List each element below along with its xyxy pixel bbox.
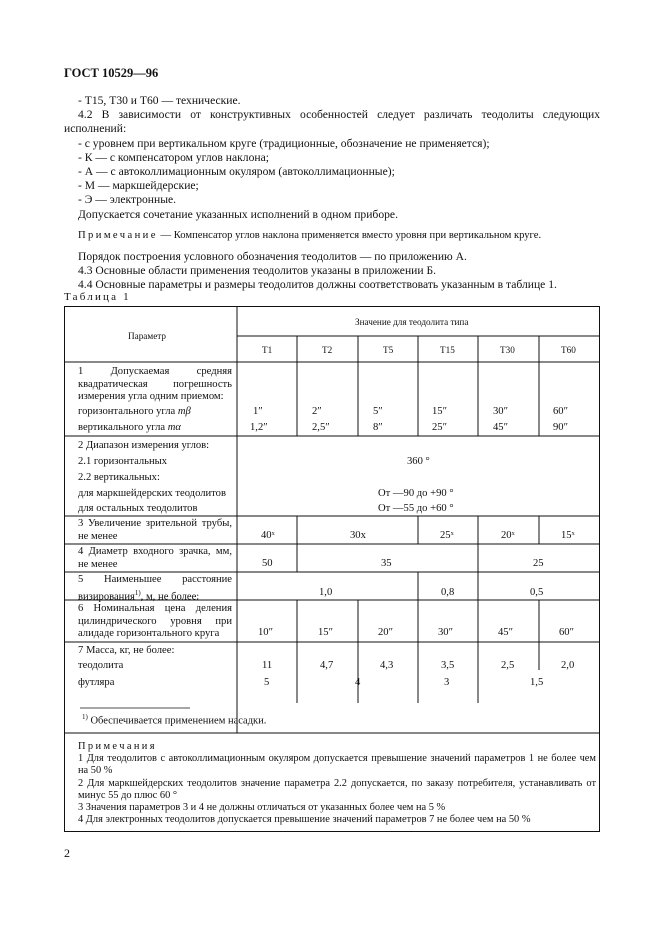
table-caption: Таблица 1 xyxy=(64,291,131,303)
row-1-vertical xyxy=(78,422,181,435)
cell: 90″ xyxy=(553,422,569,433)
cell: 3,5 xyxy=(441,660,455,671)
note-item: 2 Для маркшейдерских теодолитов значение параметра 2.2 допускается, по заказу потребителя, устанавливать от минус 55 до плюс 60 ° xyxy=(78,777,596,801)
row-2-sub: 2.2 вертикальных: xyxy=(78,472,160,483)
text-line: Порядок построения условного обозначения теодолитов — по приложению А. xyxy=(78,250,467,264)
type-header: Т15 xyxy=(440,345,455,355)
cell: 1,5 xyxy=(530,677,544,688)
cell: 15″ xyxy=(318,627,334,638)
page-number: 2 xyxy=(64,846,70,860)
type-header: Т30 xyxy=(500,345,515,355)
note-item: 3 Значения параметров 3 и 4 не должны отличаться от указанных более чем на 5 % xyxy=(78,802,446,814)
type-header: Т1 xyxy=(262,345,273,355)
document-header: ГОСТ 10529—96 xyxy=(64,66,159,80)
list-item: - Э — электронные. xyxy=(78,193,177,207)
row-7-title: 7 Масса, кг, не более: xyxy=(78,645,175,656)
table-footnote xyxy=(82,713,266,727)
list-item: - с уровнем при вертикальном круге (традиционные, обозначение не применяется); xyxy=(78,136,490,150)
notes-title: Примечания xyxy=(78,741,157,752)
symbol: mβ xyxy=(177,406,191,417)
label: горизонтального угла xyxy=(78,406,176,417)
cell: 1″ xyxy=(253,406,263,417)
cell: 2,0 xyxy=(561,660,575,671)
row-5-title xyxy=(78,574,232,604)
cell: 60″ xyxy=(559,627,575,638)
row-1-title: 1 Допускаемая средняя квадратическая погрешность измерения угла одним приемом: xyxy=(78,366,232,403)
cell: 20″ xyxy=(378,627,394,638)
type-header: Т60 xyxy=(561,345,576,355)
cell: 11 xyxy=(262,660,273,671)
list-item: - К — с компенсатором углов наклона; xyxy=(78,150,269,164)
cell: От —55 до +60 ° xyxy=(378,503,454,514)
row-4-title: 4 Диаметр входного зрачка, мм, не менее xyxy=(78,546,232,570)
cell: 1,2″ xyxy=(250,422,268,433)
text-line: Допускается сочетание указанных исполнений в одном приборе. xyxy=(78,207,398,221)
cell: 4,3 xyxy=(380,660,394,671)
cell: 30″ xyxy=(438,627,454,638)
footnote-ref: 1) xyxy=(134,588,141,597)
row-3-title: 3 Увеличение зрительной трубы, не менее xyxy=(78,518,232,542)
label: вертикального угла xyxy=(78,422,166,433)
note-item: 4 Для электронных теодолитов допускается превышение значений параметров 7 не более чем на 50 % xyxy=(78,814,531,826)
cell: 25ˣ xyxy=(440,530,454,541)
cell: 8″ xyxy=(373,422,383,433)
cell: 20ˣ xyxy=(501,530,515,541)
type-header: Т5 xyxy=(383,345,394,355)
cell: 30х xyxy=(350,530,366,541)
cell: 360 ° xyxy=(407,456,430,467)
cell: 25″ xyxy=(432,422,448,433)
list-item: - М — маркшейдерские; xyxy=(78,179,199,193)
cell: 25 xyxy=(533,558,544,569)
row-5-title-b: , м, не более: xyxy=(140,591,200,603)
note-text: — Компенсатор углов наклона применяется вместо уровня при вертикальном круге. xyxy=(157,229,542,241)
cell: 4 xyxy=(355,677,361,688)
cell: 15″ xyxy=(432,406,448,417)
row-2-sub: 2.1 горизонтальных xyxy=(78,456,168,467)
row-1-horizontal xyxy=(78,406,191,419)
symbol: mα xyxy=(167,422,181,433)
cell: 15ˣ xyxy=(561,530,575,541)
cell: 1,0 xyxy=(319,587,333,598)
cell: 3 xyxy=(444,677,450,688)
row-6-title: 6 Номинальная цена деления цилиндрического уровня при алидаде горизонтального круга xyxy=(78,603,232,640)
cell: 5 xyxy=(264,677,270,688)
cell: 35 xyxy=(381,558,392,569)
cell: 2,5″ xyxy=(312,422,330,433)
type-header: Т2 xyxy=(322,345,333,355)
row-5-title-a: 5 Наименьшее расстояние визирования xyxy=(78,574,232,603)
cell: 30″ xyxy=(493,406,509,417)
cell: 40ˣ xyxy=(261,530,275,541)
value-header: Значение для теодолита типа xyxy=(355,317,469,327)
cell: 60″ xyxy=(553,406,569,417)
cell: От —90 до +90 ° xyxy=(378,488,454,499)
cell: 10″ xyxy=(258,627,274,638)
clause-4-2: 4.2 В зависимости от конструктивных особенностей следует различать теодолиты следующих исполнений: xyxy=(64,108,600,136)
cell: 45″ xyxy=(493,422,509,433)
cell: 2″ xyxy=(312,406,322,417)
table-notes xyxy=(78,741,596,826)
cell: 0,8 xyxy=(441,587,455,598)
param-header: Параметр xyxy=(128,331,166,341)
note-label: Примечание xyxy=(78,229,158,241)
cell: 4,7 xyxy=(320,660,334,671)
cell: 45″ xyxy=(498,627,514,638)
cell: 0,5 xyxy=(530,587,544,598)
cell: 2,5 xyxy=(501,660,515,671)
row-2-title: 2 Диапазон измерения углов: xyxy=(78,440,210,451)
cell: 5″ xyxy=(373,406,383,417)
row-7-sub: футляра xyxy=(78,677,115,688)
clause-4-4: 4.4 Основные параметры и размеры теодолитов должны соответствовать указанным в таблице 1. xyxy=(78,278,557,292)
clause-4-3: 4.3 Основные области применения теодолитов указаны в приложении Б. xyxy=(78,264,437,278)
row-7-sub: теодолита xyxy=(78,660,124,671)
footnote-mark: 1) xyxy=(82,713,88,721)
row-2-sub: для маркшейдерских теодолитов xyxy=(78,488,226,499)
note-item: 1 Для теодолитов с автоколлимационным окуляром допускается превышение значений параметров 1 не более чем на 50 % xyxy=(78,753,596,777)
row-2-sub: для остальных теодолитов xyxy=(78,503,198,514)
cell: 50 xyxy=(262,558,273,569)
text-line: - Т15, Т30 и Т60 — технические. xyxy=(78,94,241,107)
footnote-text: Обеспечивается применением насадки. xyxy=(87,715,267,727)
list-item: - А — с автоколлимационным окуляром (автоколлимационные); xyxy=(78,165,395,179)
